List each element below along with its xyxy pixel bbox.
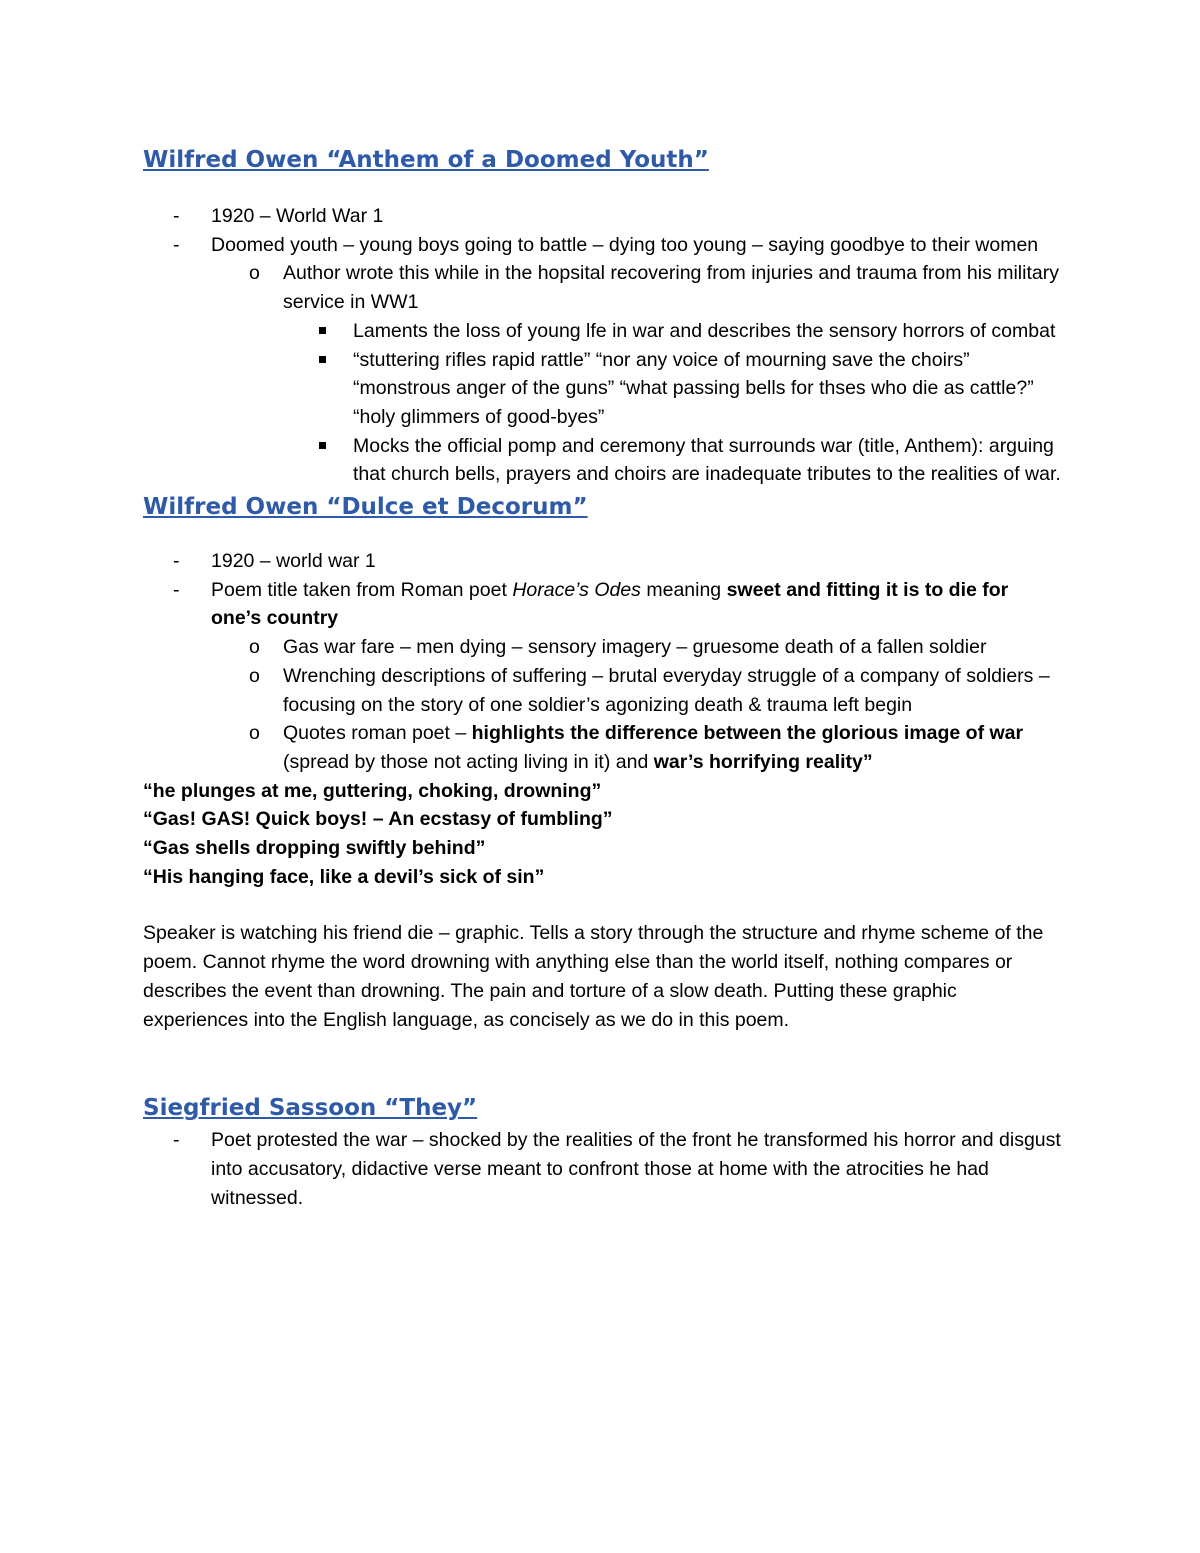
circle-bullet: o (249, 636, 260, 659)
section-heading-anthem: Wilfred Owen “Anthem of a Doomed Youth” (143, 147, 709, 173)
sub-list-item (143, 633, 1063, 662)
list-item-text: Doomed youth – young boys going to battle – dying too young – saying goodbye to their women (211, 233, 1039, 256)
quote-line: “His hanging face, like a devil’s sick of sin” (143, 865, 545, 888)
dash-bullet: - (173, 1129, 180, 1152)
quote-line: “Gas shells dropping swiftly behind” (143, 837, 486, 860)
sub-sub-list-item-text: “stuttering rifles rapid rattle” “nor any voice of mourning save the choirs” “monstrous anger of the guns” “what passing bells for thses who die as cattle?” “holy glimmers of good-byes” (353, 348, 1034, 428)
sub-list-item (143, 719, 1063, 776)
section-heading-dulce: Wilfred Owen “Dulce et Decorum” (143, 494, 588, 521)
list-item-text: 1920 – World War 1 (211, 205, 384, 227)
section-dulce-list (143, 547, 1063, 1034)
circle-bullet: o (249, 664, 260, 687)
dash-bullet: - (173, 578, 180, 601)
sub-list-item (143, 662, 1063, 719)
quote-line: “Gas! GAS! Quick boys! – An ecstasy of fumbling” (143, 808, 613, 831)
sub-sub-list-item (143, 432, 1063, 489)
list-item-text-pre: Poem title taken from Roman poet (211, 578, 513, 601)
sub-sub-list-item (143, 317, 1063, 346)
sub-list-item-text: Author wrote this while in the hopsital recovering from injuries and trauma from his military service in WW1 (283, 262, 1059, 314)
dash-bullet: - (173, 233, 180, 256)
sub-list-item-text: Gas war fare – men dying – sensory imagery – gruesome death of a fallen soldier (283, 636, 987, 659)
sub-list-item-text-mid: (spread by those not acting living in it) and (283, 750, 654, 773)
sub-list-item (143, 259, 1063, 316)
list-item-text-mid: meaning (640, 578, 727, 601)
sub-sub-list-item-text: Mocks the official pomp and ceremony that surrounds war (title, Anthem): arguing that church bells, prayers and choirs are inadequate tributes to the realities of war. (353, 434, 1061, 486)
analysis-paragraph: Speaker is watching his friend die – graphic. Tells a story through the structure and rhyme scheme of the poem. Cannot rhyme the word drowning with anything else than the world itself, nothing compares or describes the event than drowning. The pain and torture of a slow death. Putting these graphic experiences into the English language, as concisely as we do in this poem. (143, 922, 1044, 1031)
dash-bullet: - (173, 205, 180, 227)
list-item (143, 202, 1063, 231)
list-item-text-italic: Horace’s Odes (512, 578, 641, 601)
quote-line: “he plunges at me, guttering, choking, drowning” (143, 779, 602, 802)
section-anthem-list (143, 202, 1063, 489)
section-heading-they: Siegfried Sassoon “They” (143, 1095, 478, 1122)
sub-list-item-text-pre: Quotes roman poet – (283, 722, 472, 745)
list-item (143, 547, 1063, 576)
list-item-text-bold: sweet and fitting it is to die for one’s country (211, 578, 1009, 630)
list-item-text: Poet protested the war – shocked by the realities of the front he transformed his horror and disgust into accusatory, didactive verse meant to confront those at home with the atrocities he had witnessed. (211, 1129, 1061, 1209)
dash-bullet: - (173, 550, 180, 573)
sub-list-item-text-bold: highlights the difference between the glorious image of war (471, 722, 1024, 745)
list-item (143, 1126, 1063, 1212)
section-they-list (143, 1126, 1063, 1212)
document (143, 142, 1063, 1212)
sub-list-item-text: Wrenching descriptions of suffering – brutal everyday struggle of a company of soldiers – focusing on the story of one soldier’s agonizing death & trauma left begin (283, 664, 1050, 716)
sub-list-item-text-bold: war’s horrifying reality” (653, 750, 873, 773)
sub-sub-list-item-text: Laments the loss of young lfe in war and describes the sensory horrors of combat (353, 319, 1056, 342)
list-item-text: 1920 – world war 1 (211, 550, 376, 573)
circle-bullet: o (249, 262, 260, 285)
sub-sub-list-item (143, 346, 1063, 432)
list-item (143, 576, 1063, 633)
list-item (143, 231, 1063, 260)
circle-bullet: o (249, 722, 260, 745)
